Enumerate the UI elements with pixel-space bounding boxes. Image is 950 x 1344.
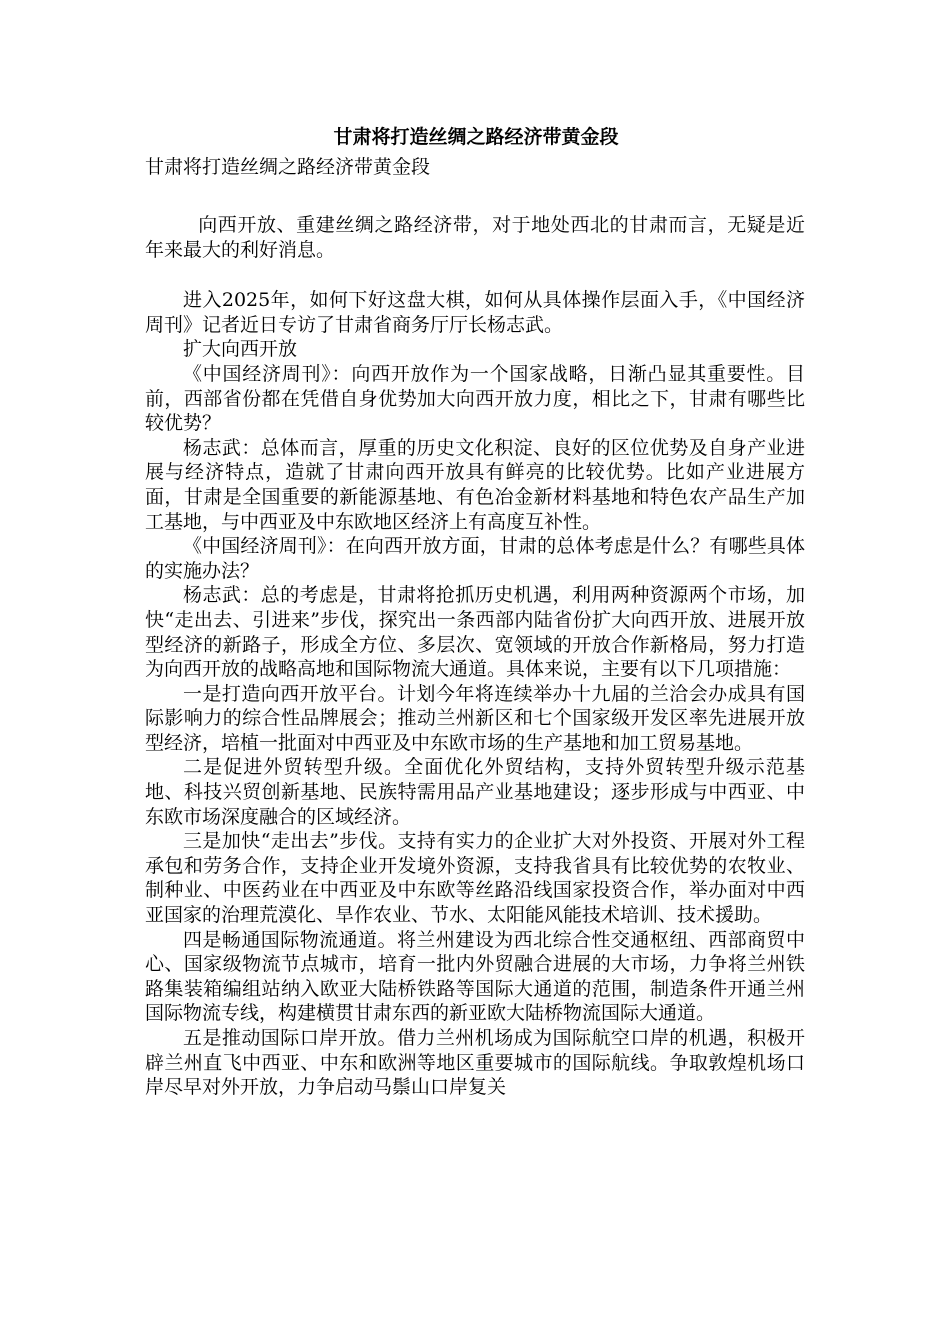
paragraph: 进入2025年，如何下好这盘大棋，如何从具体操作层面入手，《中国经济周刊》记者近日专访了甘肃省商务厅厅长杨志武。 (145, 289, 805, 336)
paragraph: 二是促进外贸转型升级。全面优化外贸结构，支持外贸转型升级示范基地、科技兴贸创新基地、民族特需用品产业基地建设；逐步形成与中西亚、中东欧市场深度融合的区域经济。 (145, 756, 805, 828)
section-heading: 扩大向西开放 (183, 338, 298, 361)
paragraph: 杨志武：总的考虑是，甘肃将抢抓历史机遇，利用两种资源两个市场，加快“走出去、引进来”步伐，探究出一条西部内陆省份扩大向西开放、进展开放型经济的新路子，形成全方位、多层次、宽领域的开放合作新格局，努力打造为向西开放的战略高地和国际物流大通道。具体来说，主要有以下几项措施： (145, 584, 805, 681)
paragraph: 杨志武：总体而言，厚重的历史文化积淀、良好的区位优势及自身产业进展与经济特点，造就了甘肃向西开放具有鲜亮的比较优势。比如产业进展方面，甘肃是全国重要的新能源基地、有色冶金新材料基地和特色农产品生产加工基地，与中西亚及中东欧地区经济上有高度互补性。 (145, 436, 805, 533)
paragraph: 四是畅通国际物流通道。将兰州建设为西北综合性交通枢纽、西部商贸中心、国家级物流节点城市，培育一批内外贸融合进展的大市场，力争将兰州铁路集装箱编组站纳入欧亚大陆桥铁路等国际大通道的范围，制造条件开通兰州国际物流专线，构建横贯甘肃东西的新亚欧大陆桥物流国际大通道。 (145, 928, 805, 1025)
paragraph-intro: 向西开放、重建丝绸之路经济带，对于地处西北的甘肃而言，无疑是近年来最大的利好消息。 (145, 214, 805, 261)
paragraph: 一是打造向西开放平台。计划今年将连续举办十九届的兰洽会办成具有国际影响力的综合性品牌展会；推动兰州新区和七个国家级开发区率先进展开放型经济，培植一批面对中西亚及中东欧市场的生产基地和加工贸易基地。 (145, 682, 805, 754)
document-page (145, 122, 805, 1100)
document-subtitle: 甘肃将打造丝绸之路经济带黄金段 (145, 156, 431, 178)
paragraph: 《中国经济周刊》：向西开放作为一个国家战略，日渐凸显其重要性。目前，西部省份都在凭借自身优势加大向西开放力度，相比之下，甘肃有哪些比较优势？ (145, 362, 805, 435)
paragraph: 《中国经济周刊》：在向西开放方面，甘肃的总体考虑是什么？有哪些具体的实施办法？ (145, 535, 805, 582)
document-title: 甘肃将打造丝绸之路经济带黄金段 (333, 126, 619, 148)
paragraph: 五是推动国际口岸开放。借力兰州机场成为国际航空口岸的机遇，积极开辟兰州直飞中西亚、中东和欧洲等地区重要城市的国际航线。争取敦煌机场口岸尽早对外开放，力争启动马鬃山口岸复关 (145, 1027, 805, 1099)
paragraph: 三是加快“走出去”步伐。支持有实力的企业扩大对外投资、开展对外工程承包和劳务合作，支持企业开发境外资源，支持我省具有比较优势的农牧业、制种业、中医药业在中西亚及中东欧等丝路沿线国家投资合作，举办面对中西亚国家的治理荒漠化、旱作农业、节水、太阳能风能技术培训、技术援助。 (145, 830, 805, 927)
